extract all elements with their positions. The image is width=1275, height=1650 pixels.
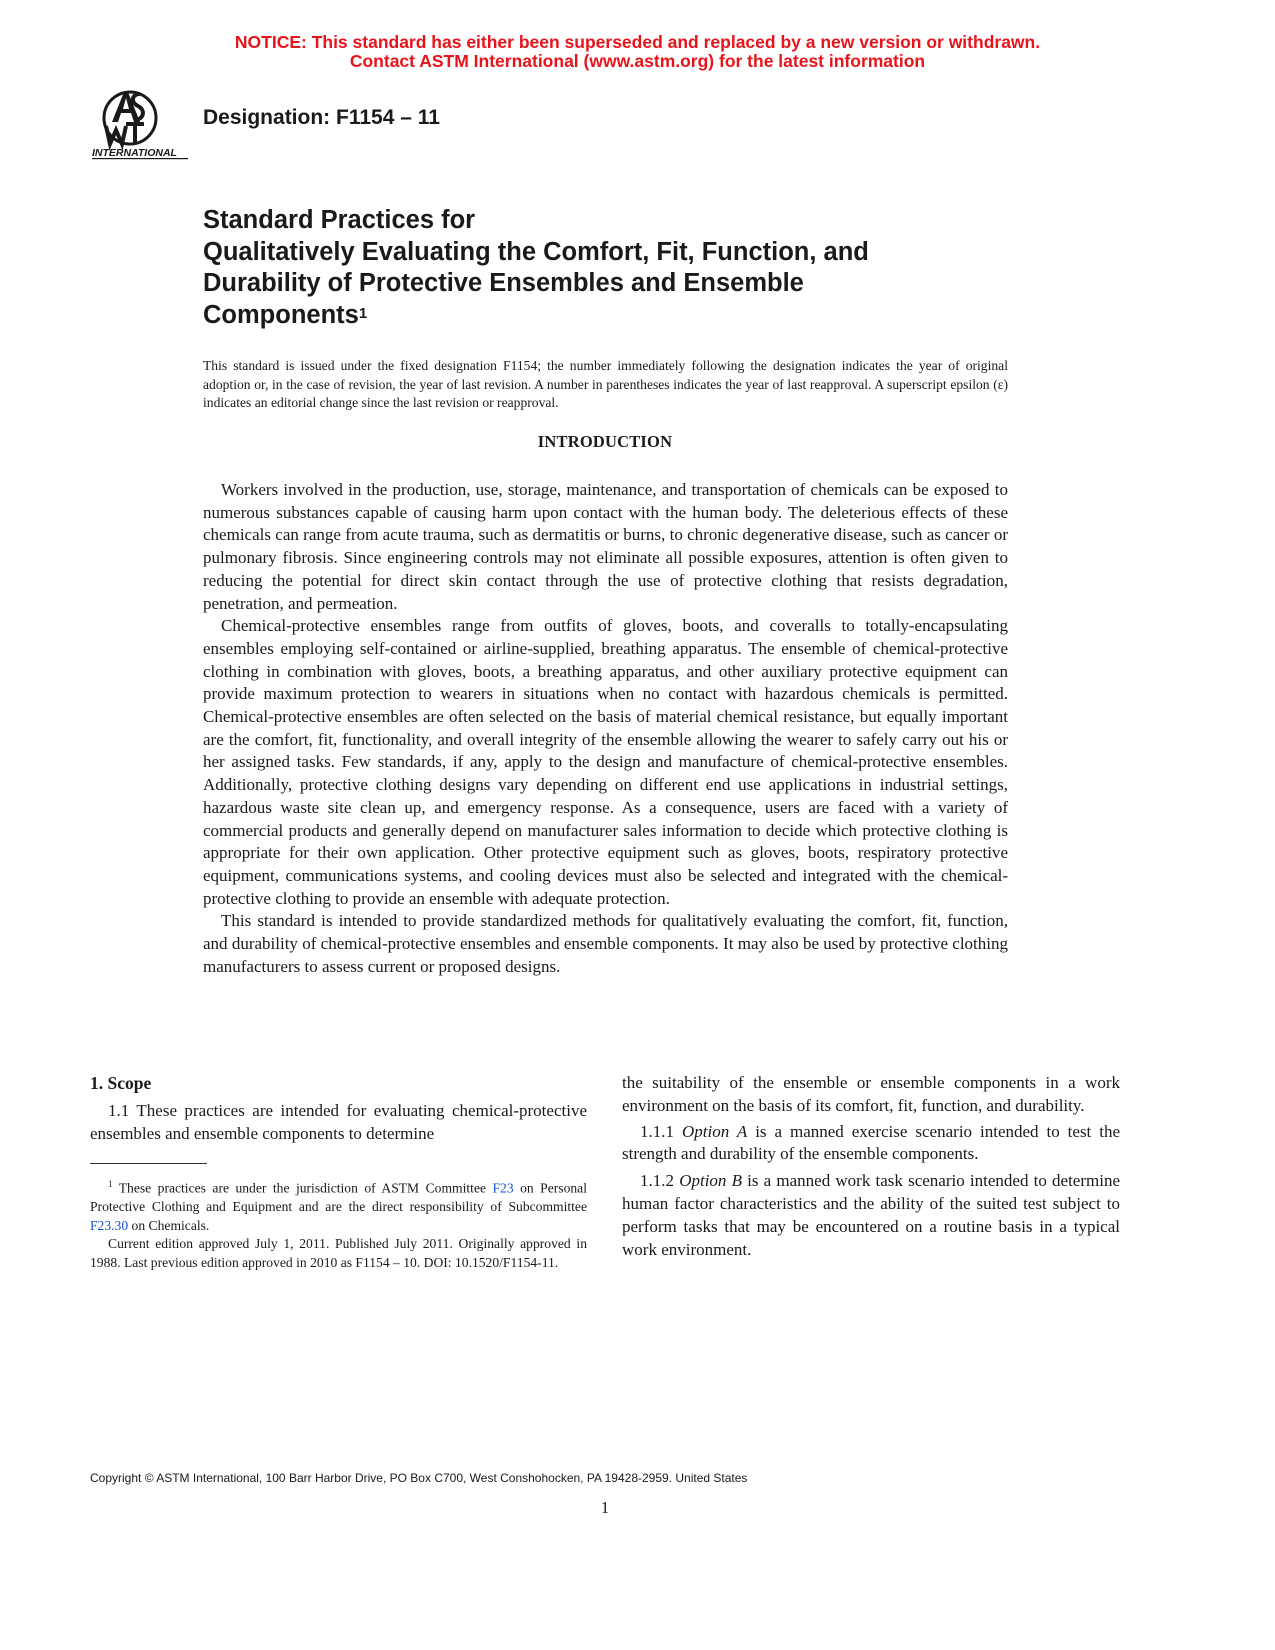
committee-f23-link[interactable]: F23	[492, 1180, 514, 1196]
issue-note: This standard is issued under the fixed designation F1154; the number immediately following the designation indicates the year of original adoption or, in the case of revision, the year of last revision. A number in parentheses indicates the year of last reapproval. A superscript epsilon (ε) indicates an editorial change since the last revision or reapproval.	[203, 358, 1008, 410]
scope-1-1-1-number: 1.1.1	[640, 1121, 674, 1141]
supersession-notice	[0, 33, 1275, 71]
footnote-text-a: These practices are under the jurisdiction of ASTM Committee	[112, 1180, 493, 1196]
introduction-heading: INTRODUCTION	[537, 432, 673, 451]
scope-1-1-1	[622, 1121, 1120, 1167]
scope-heading: 1. Scope	[90, 1073, 152, 1093]
footnote-divider	[90, 1163, 207, 1164]
title-line-3: Durability of Protective Ensembles and Ensemble	[203, 269, 804, 297]
notice-line-2: Contact ASTM International (www.astm.org) for the latest information	[349, 51, 926, 71]
notice-line-1: NOTICE: This standard has either been superseded and replaced by a new version or withdrawn.	[234, 32, 1041, 52]
intro-paragraph-2: Chemical-protective ensembles range from outfits of gloves, boots, and coveralls to totally-encapsulating ensembles employing self-contained or airline-supplied, breathing apparatus. The ensemble of chemical-protective clothing in combination with gloves, boots, a breathing apparatus, and other auxiliary protective equipment can provide maximum protection to wearers in situations when no contact with hazardous chemicals is permitted. Chemical-protective ensembles are often selected on the basis of material chemical resistance, but equally important are the comfort, fit, functionality, and overall integrity of the ensemble allowing the wearer to safely carry out his or her assigned tasks. Few standards, if any, apply to the design and manufacture of chemical-protective ensembles. Additionally, protective clothing designs vary depending on different end use applications in industrial settings, hazardous waste site clean up, and emergency response. As a consequence, users are faced with a variety of commercial products and generally depend on manufacturer sales information to decide which protective clothing is appropriate for their own application. Other protective equipment such as gloves, boots, respiratory protective equipment, communications systems, and cooling devices must also be selected and integrated with the chemical-protective clothing to provide an ensemble with adequate protection.	[203, 616, 1008, 908]
right-column	[622, 1072, 1120, 1261]
designation: Designation: F1154 – 11	[203, 106, 440, 129]
page-number: 1	[600, 1498, 610, 1517]
option-a-label: Option A	[681, 1121, 748, 1141]
title-line-4-text: Components	[203, 300, 359, 329]
scope-1-1-2-text: is a manned work task scenario intended to determine human factor characteristics and the ability of the suited test subject to perform tasks that may be encountered on a routine basis in a typical work environment.	[622, 1171, 1121, 1259]
astm-logo	[90, 82, 198, 172]
scope-1-1-continued: the suitability of the ensemble or ensemble components in a work environment on the basis of its comfort, fit, function, and durability.	[622, 1073, 1120, 1115]
title-line-2: Qualitatively Evaluating the Comfort, Fit, Function, and	[203, 237, 869, 266]
option-b-label: Option B	[679, 1171, 742, 1191]
scope-1-1: 1.1 These practices are intended for evaluating chemical-protective ensembles and ensemble components to determine	[90, 1100, 587, 1143]
copyright-line: Copyright © ASTM International, 100 Barr Harbor Drive, PO Box C700, West Conshohocken, PA 19428-2959. United States	[90, 1471, 748, 1485]
scope-1-1-2-number: 1.1.2	[640, 1171, 674, 1191]
intro-paragraph-1: Workers involved in the production, use, storage, maintenance, and transportation of chemicals can be exposed to numerous substances capable of causing harm upon contact with the human body. The deleterious effects of these chemicals can range from acute trauma, such as dermatitis or burns, to chronic degenerative disease, such as cancer or pulmonary fibrosis. Since engineering controls may not eliminate all possible exposures, attention is often given to reducing the potential for direct skin contact through the use of protective clothing that resists degradation, penetration, and permeation.	[203, 480, 1008, 613]
logo-wordmark: INTERNATIONAL	[92, 147, 177, 159]
title-line-1: Standard Practices for	[203, 206, 476, 234]
title-line-4	[203, 300, 1103, 332]
footnote-edition: Current edition approved July 1, 2011. Published July 2011. Originally approved in 1988. Last previous edition approved in 2010 as F1154 – 10. DOI: 10.1520/F1154-11.	[90, 1236, 587, 1270]
left-column	[90, 1072, 587, 1145]
footnote	[90, 1175, 587, 1272]
introduction-body	[203, 479, 1008, 978]
footnote-text-c: on Chemicals.	[128, 1217, 210, 1233]
scope-1-1-1-text: is a manned exercise scenario intended to test the strength and durability of the ensemble components.	[622, 1121, 1121, 1164]
intro-paragraph-3: This standard is intended to provide standardized methods for qualitatively evaluating the comfort, fit, function, and durability of chemical-protective ensembles and ensemble components. It may also be used by protective clothing manufacturers to assess current or proposed designs.	[203, 911, 1008, 976]
footnote-mark: 1	[108, 1179, 113, 1189]
subcommittee-f23-30-link[interactable]: F23.30	[90, 1217, 129, 1233]
footnote-text-b: on Personal Protective Clothing and Equipment and are the direct responsibility of Subcommittee	[90, 1180, 587, 1215]
title-footnote-mark[interactable]: 1	[358, 304, 368, 322]
footnote-1	[90, 1175, 587, 1235]
document-title	[203, 205, 1103, 331]
scope-1-1-2	[622, 1170, 1120, 1261]
